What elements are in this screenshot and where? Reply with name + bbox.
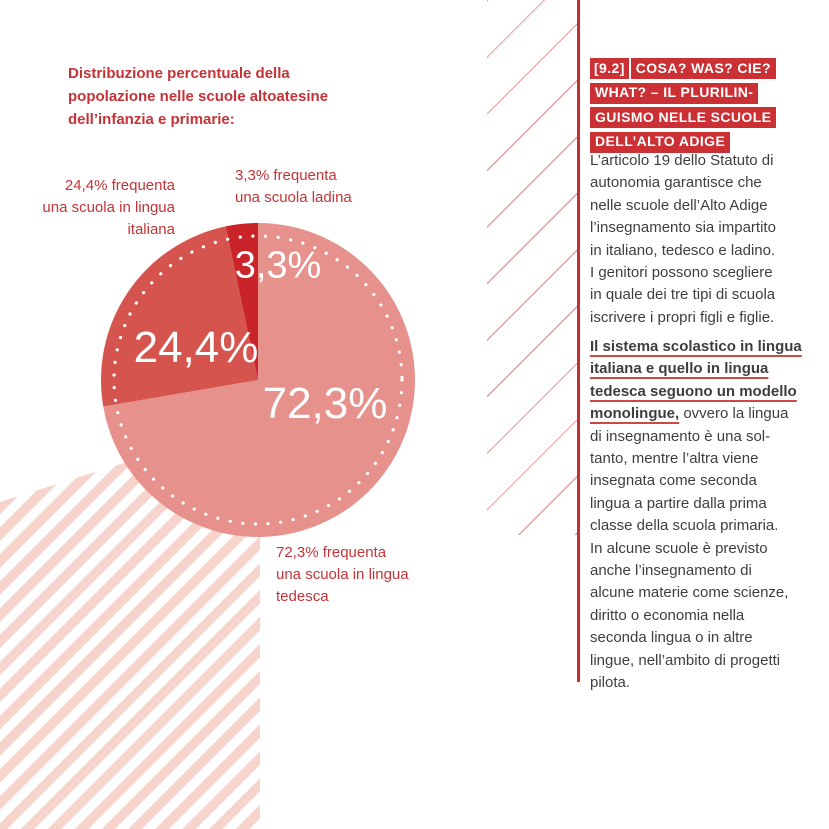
body-paragraph-1 (590, 150, 805, 329)
text-segment: popolazione nelle scuole altoatesine (68, 88, 329, 105)
emphasized-text: monolingue, (590, 405, 680, 423)
text-segment: pilota. (590, 674, 631, 692)
text-line (590, 307, 805, 329)
text-line (590, 240, 805, 262)
pie-chart (101, 223, 415, 537)
text-line (590, 403, 805, 425)
heading-highlight: WHAT? – IL PLURILIN- (590, 83, 758, 104)
text-segment: una scuola ladina (235, 189, 352, 206)
text-line (0, 175, 175, 197)
heading-highlight: DELL’ALTO ADIGE (590, 132, 730, 153)
text-segment: lingua a partire dalla prima (590, 494, 767, 512)
text-line (590, 358, 805, 380)
text-line (590, 582, 805, 604)
section-divider-line (577, 0, 580, 682)
text-segment: Distribuzione percentuale della (68, 65, 290, 82)
text-segment: italiana (127, 221, 175, 238)
emphasized-text: italiana e quello in lingua (590, 360, 769, 378)
text-segment: l’insegnamento sia impartito (590, 219, 776, 237)
text-line (276, 564, 409, 586)
text-line (590, 284, 805, 306)
text-segment: in quale dei tre tipi di scuola (590, 286, 776, 304)
text-line (590, 262, 805, 284)
text-line (590, 172, 805, 194)
text-segment: 72,3% frequenta (276, 544, 387, 561)
decor-diagonal-hairlines (487, 0, 578, 535)
text-segment: tedesca (276, 588, 329, 605)
heading-line (590, 58, 810, 79)
pie-callout-tedesca (276, 542, 409, 608)
text-line (235, 165, 352, 187)
pie-value-label-tedesca: 72,3% (262, 379, 388, 428)
heading-highlight: GUISMO NELLE SCUOLE (590, 107, 776, 128)
text-line (590, 560, 805, 582)
text-segment: diritto o economia nella (590, 606, 745, 624)
text-line (590, 448, 805, 470)
text-line (590, 336, 805, 358)
chart-title (68, 62, 398, 131)
text-line (590, 470, 805, 492)
text-line (590, 650, 805, 672)
text-segment: ovvero la lingua (679, 405, 789, 423)
emphasized-text: Il sistema scolastico in lingua (590, 338, 802, 355)
section-number-badge: [9.2] (590, 58, 629, 79)
text-segment: I genitori possono scegliere (590, 264, 773, 282)
text-line (68, 108, 398, 131)
heading-line (590, 107, 810, 128)
text-line (276, 586, 409, 608)
text-segment: una scuola in lingua (276, 566, 409, 583)
text-segment: una scuola in lingua (42, 199, 175, 216)
text-segment: In alcune scuole è previsto (590, 539, 768, 557)
text-segment: di insegnamento è una sol- (590, 427, 771, 445)
text-segment: autonomia garantisce che (590, 174, 762, 192)
text-segment: 3,3% frequenta (235, 167, 337, 184)
text-line (590, 493, 805, 515)
pie-value-label-italiana: 24,4% (133, 323, 259, 372)
text-segment: L’articolo 19 dello Statuto di (590, 152, 774, 169)
pie-value-label-ladina: 3,3% (234, 244, 322, 287)
text-segment: in italiano, tedesco e ladino. (590, 241, 776, 259)
text-segment: lingue, nell’ambito di progetti (590, 651, 781, 669)
heading-line (590, 83, 810, 104)
text-segment: dell’infanzia e primarie: (68, 111, 235, 128)
text-line (590, 605, 805, 627)
text-segment: tanto, mentre l’altra viene (590, 450, 759, 468)
text-segment: anche l’insegnamento di (590, 562, 752, 580)
text-line (235, 187, 352, 209)
text-line (590, 150, 805, 172)
text-line (68, 85, 398, 108)
text-line (590, 538, 805, 560)
text-line (590, 515, 805, 537)
text-segment: alcune materie come scienze, (590, 584, 789, 602)
body-paragraph-2 (590, 336, 805, 695)
text-line (590, 217, 805, 239)
pie-callout-ladina (235, 165, 352, 209)
text-segment: nelle scuole dell’Alto Adige (590, 196, 768, 214)
text-line (590, 627, 805, 649)
text-line (68, 62, 398, 85)
heading-highlight: COSA? WAS? CIE? (631, 58, 776, 79)
text-line (0, 197, 175, 219)
emphasized-text: tedesca seguono un modello (590, 382, 797, 400)
text-line (590, 426, 805, 448)
text-segment: 24,4% frequenta (64, 177, 175, 194)
text-line (590, 195, 805, 217)
text-line (590, 381, 805, 403)
text-segment: classe della scuola primaria. (590, 517, 779, 535)
text-segment: iscrivere i propri figli e figlie. (590, 308, 775, 326)
text-line (276, 542, 409, 564)
text-line (590, 672, 805, 694)
text-segment: seconda lingua o in altre (590, 629, 753, 647)
section-heading (590, 58, 810, 156)
text-segment: insegnata come seconda (590, 472, 757, 490)
